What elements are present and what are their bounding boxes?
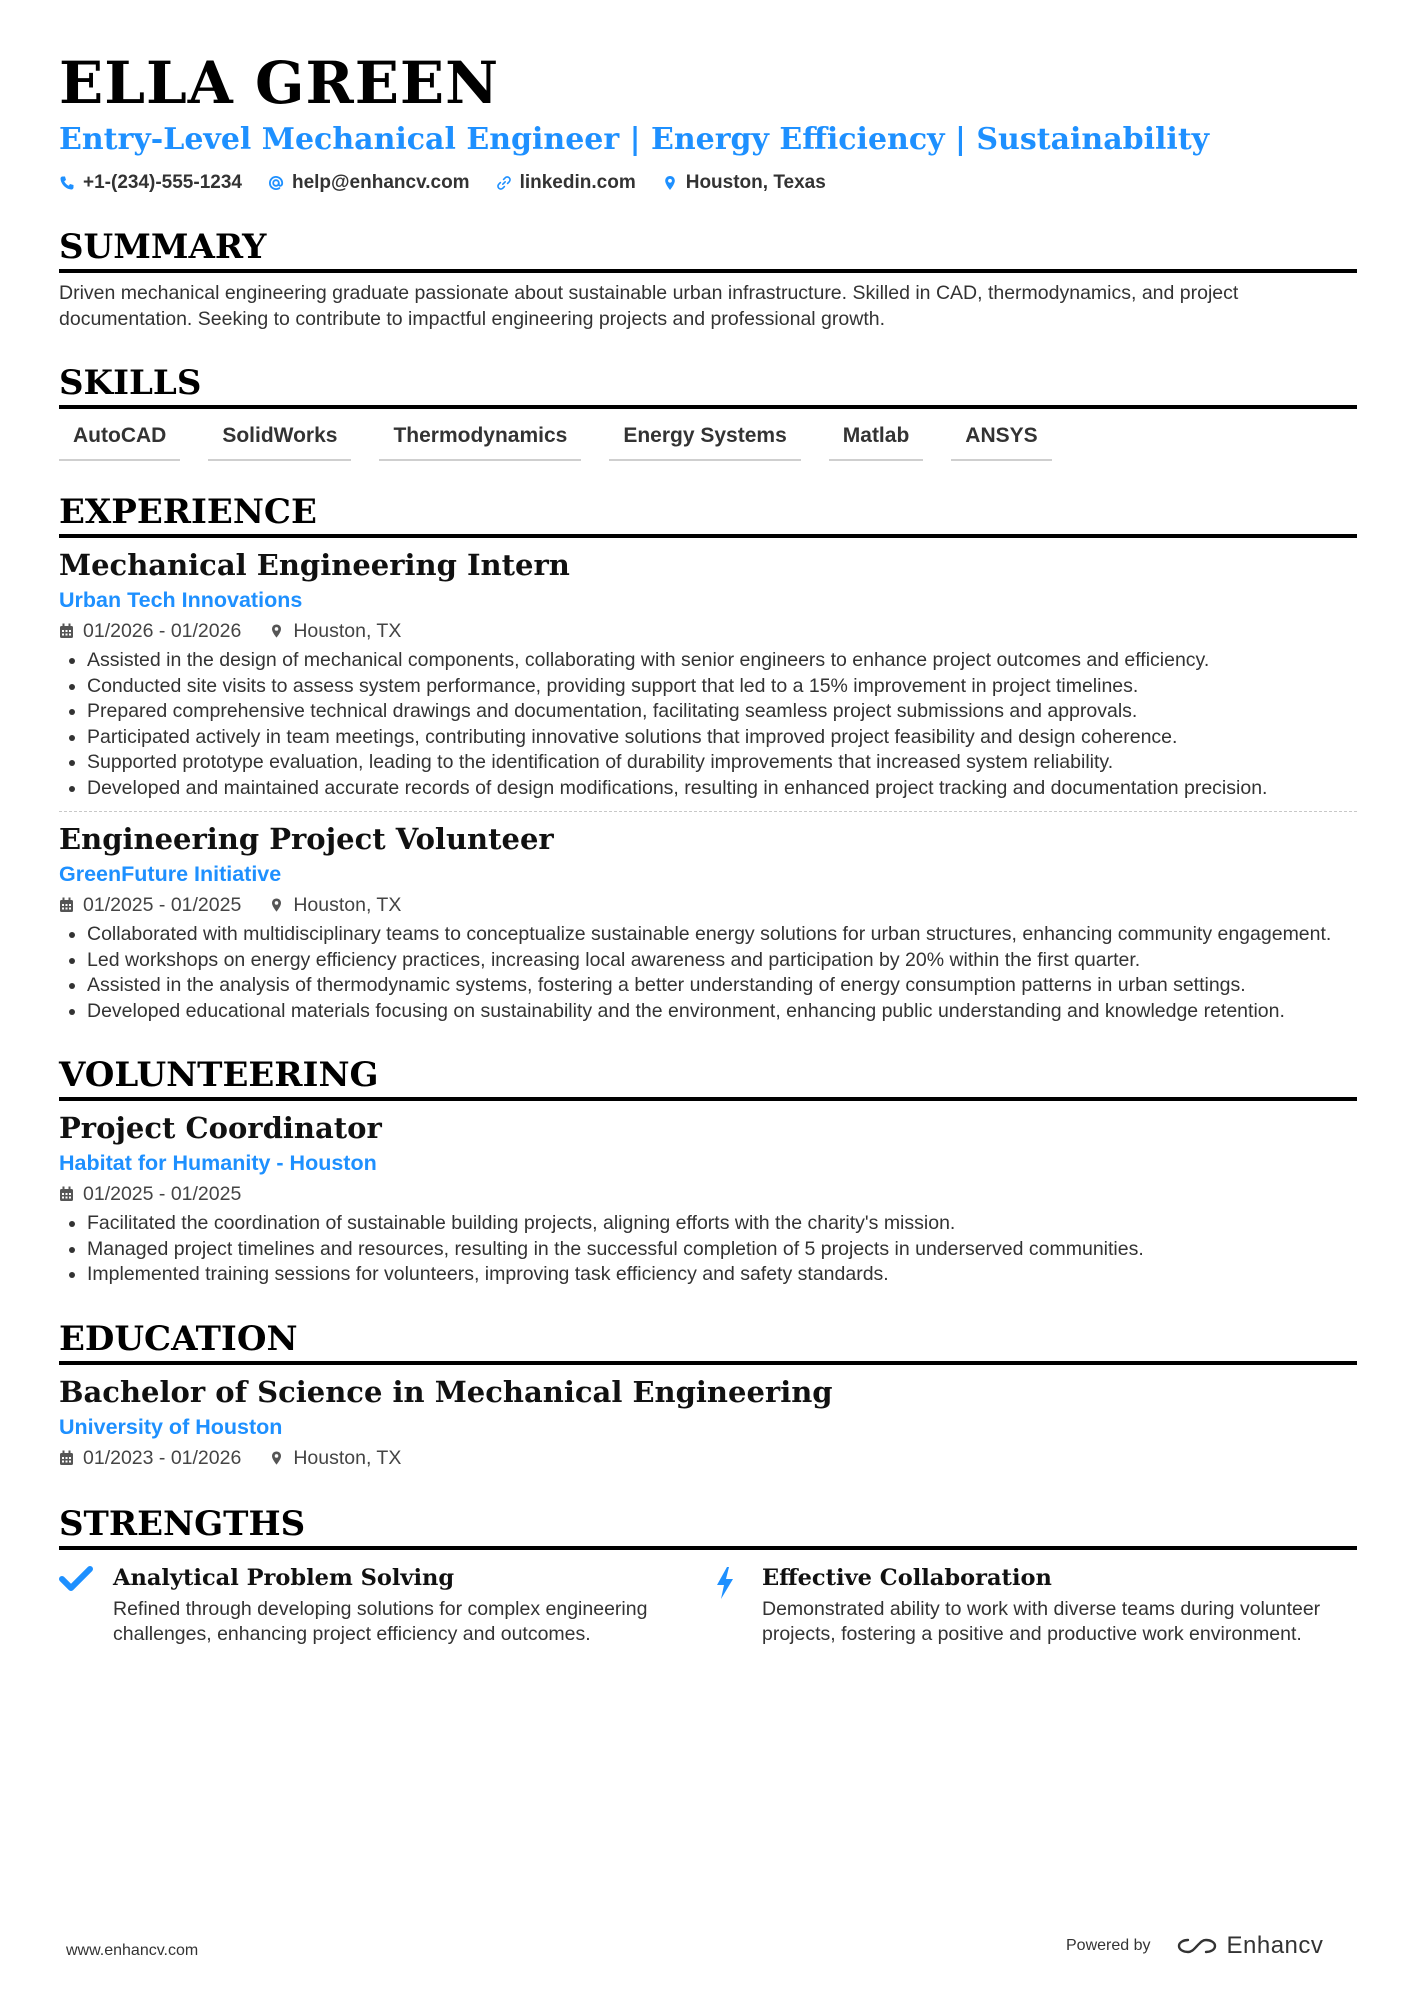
education-section — [59, 1318, 1357, 1473]
company-name: GreenFuture Initiative — [59, 862, 282, 886]
company-name: Urban Tech Innovations — [59, 588, 303, 612]
school-name: University of Houston — [59, 1414, 283, 1439]
contact-row — [59, 170, 1357, 196]
job-dates-text: 01/2026 - 01/2026 — [83, 620, 242, 642]
skill-tag: ANSYS — [951, 423, 1051, 461]
strengths-heading: STRENGTHS — [59, 1503, 1357, 1550]
calendar-icon — [59, 1450, 74, 1466]
location-pin-icon — [269, 1450, 284, 1466]
volunteering-heading: VOLUNTEERING — [59, 1054, 1357, 1101]
volunteer-dates — [59, 1179, 241, 1209]
job-location — [269, 890, 401, 920]
link-icon — [496, 175, 512, 191]
job-bullets — [59, 648, 1357, 801]
lightning-bolt-icon — [714, 1566, 736, 1600]
location-pin-icon — [269, 623, 284, 639]
education-location-text: Houston, TX — [293, 1446, 402, 1469]
strength-description: Refined through developing solutions for complex engineering challenges, enhancing project efficiency and outcomes. — [113, 1597, 648, 1645]
contact-linkedin-text: linkedin.com — [519, 172, 636, 193]
education-location — [269, 1443, 401, 1473]
list-item: • Developed and maintained accurate records of design modifications, resulting in enhanced project tracking and documentation precision. — [87, 776, 1357, 802]
job-dates — [59, 616, 241, 646]
list-item: • Conducted site visits to assess system performance, providing support that led to a 15% improvement in project timelines. — [87, 674, 1357, 700]
list-item: • Implemented training sessions for volunteers, improving task efficiency and safety standards. — [87, 1262, 1357, 1288]
experience-entry — [59, 820, 1357, 1024]
summary-text: Driven mechanical engineering graduate passionate about sustainable urban infrastructure. Skilled in CAD, thermodynamics, and project documentation. Seeking to contribute to impactful engineering projects and professional growth. — [59, 282, 1239, 330]
degree-title: Bachelor of Science in Mechanical Engineering — [59, 1374, 833, 1409]
candidate-name: ELLA GREEN — [59, 49, 500, 117]
job-meta — [59, 616, 1357, 646]
job-title: Engineering Project Volunteer — [59, 822, 554, 856]
job-title: Mechanical Engineering Intern — [59, 548, 570, 582]
footer-branding — [1066, 1932, 1323, 1960]
calendar-icon — [59, 1186, 74, 1202]
resume-page — [59, 46, 1357, 1648]
skill-tag: AutoCAD — [59, 423, 180, 461]
volunteer-bullets — [59, 1211, 1357, 1288]
strength-description: Demonstrated ability to work with diverse teams during volunteer projects, fostering a positive and productive work environment. — [762, 1597, 1321, 1645]
contact-email[interactable] — [268, 170, 470, 196]
list-item: • Participated actively in team meetings, contributing innovative solutions that improved project feasibility and design coherence. — [87, 725, 1357, 751]
job-meta — [59, 890, 1357, 920]
education-dates — [59, 1443, 241, 1473]
job-dates-text: 01/2025 - 01/2025 — [83, 894, 242, 916]
education-heading: EDUCATION — [59, 1318, 1357, 1365]
volunteering-section — [59, 1054, 1357, 1288]
contact-phone[interactable] — [59, 170, 242, 196]
experience-heading: EXPERIENCE — [59, 491, 1357, 538]
list-item: • Managed project timelines and resources, resulting in the successful completion of 5 projects in underserved communities. — [87, 1237, 1357, 1263]
job-location — [269, 616, 401, 646]
contact-phone-text: +1-(234)-555-1234 — [83, 172, 242, 193]
entry-divider — [59, 811, 1357, 812]
location-pin-icon — [662, 175, 678, 191]
list-item: • Collaborated with multidisciplinary teams to conceptualize sustainable energy solutions for urban structures, enhancing community engagement. — [87, 922, 1357, 948]
location-pin-icon — [269, 897, 284, 913]
list-item: • Led workshops on energy efficiency practices, increasing local awareness and participation by 20% within the first quarter. — [87, 948, 1357, 974]
strength-title: Effective Collaboration — [762, 1564, 1052, 1591]
enhancv-logo-text: Enhancv — [1226, 1932, 1324, 1959]
calendar-icon — [59, 623, 74, 639]
contact-location-text: Houston, Texas — [685, 172, 826, 193]
candidate-tagline: Entry-Level Mechanical Engineer | Energy Efficiency | Sustainability — [59, 122, 1210, 157]
experience-section — [59, 491, 1357, 1024]
job-dates — [59, 890, 241, 920]
summary-section — [59, 226, 1357, 332]
list-item: • Assisted in the analysis of thermodynamic systems, fostering a better understanding of energy consumption patterns in urban settings. — [87, 973, 1357, 999]
strengths-list — [59, 1562, 1357, 1648]
checkmark-icon — [59, 1566, 93, 1592]
enhancv-logo[interactable] — [1175, 1932, 1324, 1960]
job-location-text: Houston, TX — [293, 894, 402, 916]
strength-item — [708, 1562, 1357, 1648]
skills-heading: SKILLS — [59, 362, 1357, 409]
calendar-icon — [59, 897, 74, 913]
list-item: • Assisted in the design of mechanical components, collaborating with senior engineers to enhance project outcomes and efficiency. — [87, 648, 1357, 674]
contact-location — [662, 170, 826, 196]
education-meta — [59, 1443, 1357, 1473]
education-dates-text: 01/2023 - 01/2026 — [83, 1446, 242, 1469]
volunteer-role: Project Coordinator — [59, 1111, 382, 1145]
skills-section — [59, 362, 1357, 461]
skill-tag: Energy Systems — [609, 423, 800, 461]
volunteer-dates-text: 01/2025 - 01/2025 — [83, 1183, 242, 1205]
skills-list — [59, 423, 1357, 461]
phone-icon — [59, 175, 75, 191]
enhancv-logo-icon — [1175, 1935, 1219, 1957]
skill-tag: Thermodynamics — [379, 423, 581, 461]
list-item: • Supported prototype evaluation, leading to the identification of durability improvements that increased system reliability. — [87, 750, 1357, 776]
experience-entry — [59, 546, 1357, 801]
job-location-text: Houston, TX — [293, 620, 402, 642]
strength-item — [59, 1562, 708, 1648]
skill-tag: Matlab — [829, 423, 924, 461]
at-icon — [268, 175, 284, 191]
contact-email-text: help@enhancv.com — [291, 172, 470, 193]
volunteer-org: Habitat for Humanity - Houston — [59, 1151, 377, 1175]
volunteer-meta — [59, 1179, 1357, 1209]
job-bullets — [59, 922, 1357, 1024]
strengths-section — [59, 1503, 1357, 1648]
list-item: • Developed educational materials focusing on sustainability and the environment, enhancing public understanding and knowledge retention. — [87, 999, 1357, 1025]
contact-linkedin[interactable] — [496, 170, 636, 196]
list-item: • Facilitated the coordination of sustainable building projects, aligning efforts with the charity's mission. — [87, 1211, 1357, 1237]
powered-by-label: Powered by — [1066, 1937, 1151, 1954]
strength-title: Analytical Problem Solving — [113, 1564, 455, 1591]
skill-tag: SolidWorks — [208, 423, 351, 461]
footer-website[interactable]: www.enhancv.com — [66, 1942, 199, 1959]
summary-heading: SUMMARY — [59, 226, 1357, 273]
list-item: • Prepared comprehensive technical drawings and documentation, facilitating seamless project submissions and approvals. — [87, 699, 1357, 725]
